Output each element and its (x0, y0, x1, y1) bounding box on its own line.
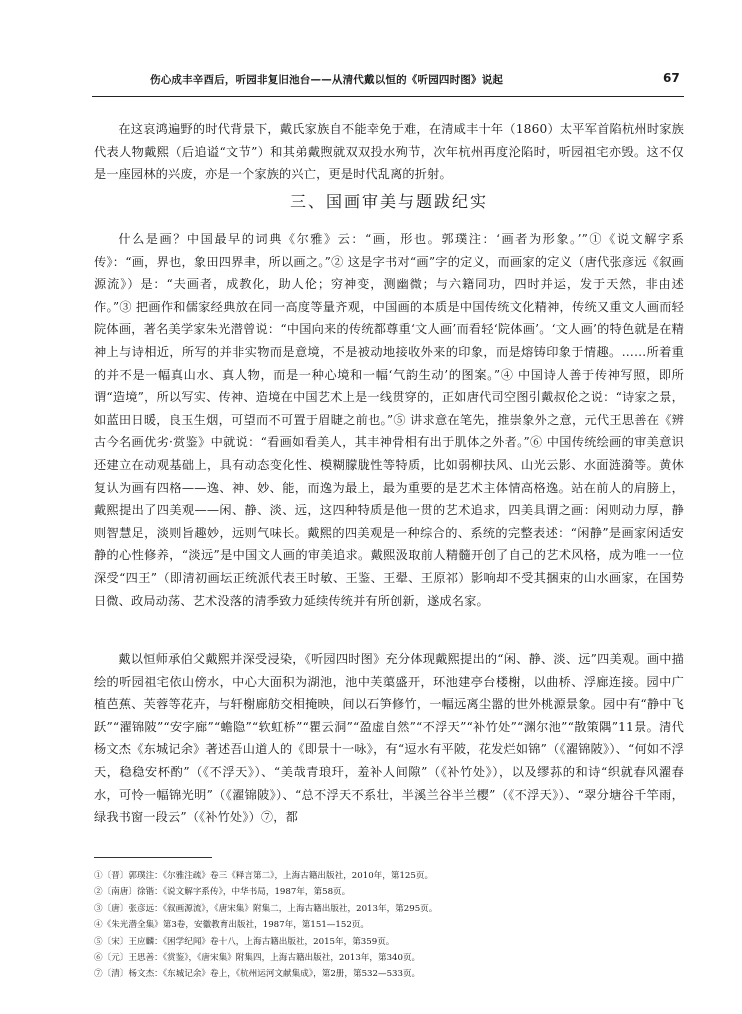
paragraph-1-text: 在这哀鸿遍野的时代背景下，戴氏家族自不能幸免于难，在清咸丰十年（1860）太平军首陷杭州时家族代表人物戴熙（后追谥“文节”）和其弟戴煦就双双投水殉节，次年杭州再度沦陷时，听园祖宅亦毁。这不仅是一座园林的兴废，亦是一个家族的兴亡，更是时代乱离的折射。 (94, 122, 684, 182)
footnote-2: ②〔南唐〕徐锴：《说文解字系传》，中华书局，1987年，第58页。 (94, 887, 351, 898)
section-heading: 三、国画审美与题跋纪实 (289, 192, 488, 211)
footnote-3: ③〔唐〕张彦远：《叙画源流》，《唐宋集》附集二，上海古籍出版社，2013年，第295页。 (94, 903, 438, 914)
paragraph-1 (94, 118, 684, 186)
footnote-4: ④《朱光潜全集》第3卷，安徽教育出版社，1987年，第151—152页。 (94, 920, 369, 931)
paragraph-2-text: 什么是画？中国最早的词典《尔雅》云：“画，形也。郭璞注：‘画者为形象。’”①《说文解字系传》：“画，界也，象田四界聿，所以画之。”② 这是字书对“画”字的定义，而画家的定义（唐代张彦远《叙画源流》）是：“夫画者，成教化，助人伦；穷神变，测幽微；与六籍同功，四时并运，发于天然，非由述作。”③ 把画作和儒家经典放在同一高度等量齐观，中国画的本质是中国传统文化精神，传统又重文人画而轻院体画，著名美学家朱光潜曾说：“中国向来的传统都尊重‘文人画’而看轻‘院体画’。‘文人画’的特色就是在精神上与诗相近，所写的并非实物而是意境，不是被动地接收外来的印象，而是熔铸印象于情趣。……所着重的并不是一幅真山水、真人物，而是一种心境和一幅‘气韵生动’的图案。”④ 中国诗人善于传神写照，即所谓“造境”，所以写实、传神、造境在中国艺术上是一线贯穿的，正如唐代司空图引戴叔伦之说：“诗家之景，如蓝田日暖，良玉生烟，可望而不可置于眉睫之前也。”⑤ 讲求意在笔先，推崇象外之意，元代王思善在《辨古今名画优劣·赏鉴》中就说：“看画如看美人，其丰神骨相有出于肌体之外者。”⑥ 中国传统绘画的审美意识还建立在动观基础上，具有动态变化性、模糊朦胧性等特质，比如弱柳扶风、山光云影、水面涟漪等。黄休复认为画有四格——逸、神、妙、能，而逸为最上，最为重要的是艺术主体情高格逸。站在前人的肩膀上，戴熙提出了四美观——闲、静、淡、远，这四种特质是他一贯的艺术追求，四美具谓之画：闲则动力厚，静则智慧足，淡则旨趣妙，远则气味长。戴熙的四美观是一种综合的、系统的完整表述：“闲静”是画家闲适安静的心性修养，“淡远”是中国文人画的审美追求。戴熙汲取前人精髓开创了自己的艺术风格，成为唯一一位深受“四王”（即清初画坛正统派代表王时敏、王鉴、王翚、王原祁）影响却不受其捆束的山水画家，在国势日微、政局动荡、艺术没落的清季致力延续传统并有所创新，遂成名家。 (94, 232, 684, 608)
footnotes (94, 868, 684, 983)
paragraph-3 (94, 648, 684, 829)
page-number: 67 (663, 71, 680, 85)
paragraph-3-text: 戴以恒师承伯父戴熙并深受浸染，《听园四时图》充分体现戴熙提出的“闲、静、淡、远”四美观。画中描绘的听园祖宅依山傍水，中心大面积为湖池，池中芙蕖盛开，环池建亭台楼榭，以曲桥、浮廊连接。园中广植芭蕉、芙蓉等花卉，与轩榭廊舫交相掩映，间以石笋修竹，一幅远离尘嚣的世外桃源景象。园中有“静中飞跃”“濯锦陂”“安字廊”“蟾隐”“软虹桥”“瞿云洞”“盈虚自然”“不浮天”“补竹处”“渊尔池”“散策隅”11景。清代杨文杰《东城记余》著述吾山道人的《即景十一咏》，有“逗水有平陂，花发烂如锦”（《濯锦陂》）、“何如不浮天，稳稳安杯酌”（《不浮天》）、“美哉青琅玕，羞补人间隙”（《补竹处》），以及缪荪的和诗“织就春风濯春水，可怜一幅锦光明”（《濯锦陂》）、“总不浮天不系壮，半溪兰谷半兰樱”（《不浮天》）、“翠分塘谷千竿雨，绿我书窗一段云”（《补竹处》）⑦，都 (94, 652, 684, 825)
footnote-1: ①〔晋〕郭璞注：《尔雅注疏》卷三《释言第二》，上海古籍出版社，2010年，第125页。 (94, 871, 434, 881)
footnote-7: ⑦〔清〕杨文杰：《东城记余》卷上，《杭州运河文献集成》，第2册，第532—533页。 (94, 969, 421, 980)
header-divider (92, 96, 684, 97)
footnote-6: ⑥〔元〕王思善：《赏鉴》，《唐宋集》附集四，上海古籍出版社，2013年，第340页。 (94, 953, 421, 964)
footnote-divider (94, 857, 212, 858)
running-header: 伤心成丰辛酉后，听园非复旧池台——从清代戴以恒的《听园四时图》说起 (150, 74, 504, 86)
footnote-5: ⑤〔宋〕王应麟：《困学纪闻》卷十八，上海古籍出版社，2015年，第359页。 (94, 936, 395, 947)
paragraph-2 (94, 228, 684, 612)
